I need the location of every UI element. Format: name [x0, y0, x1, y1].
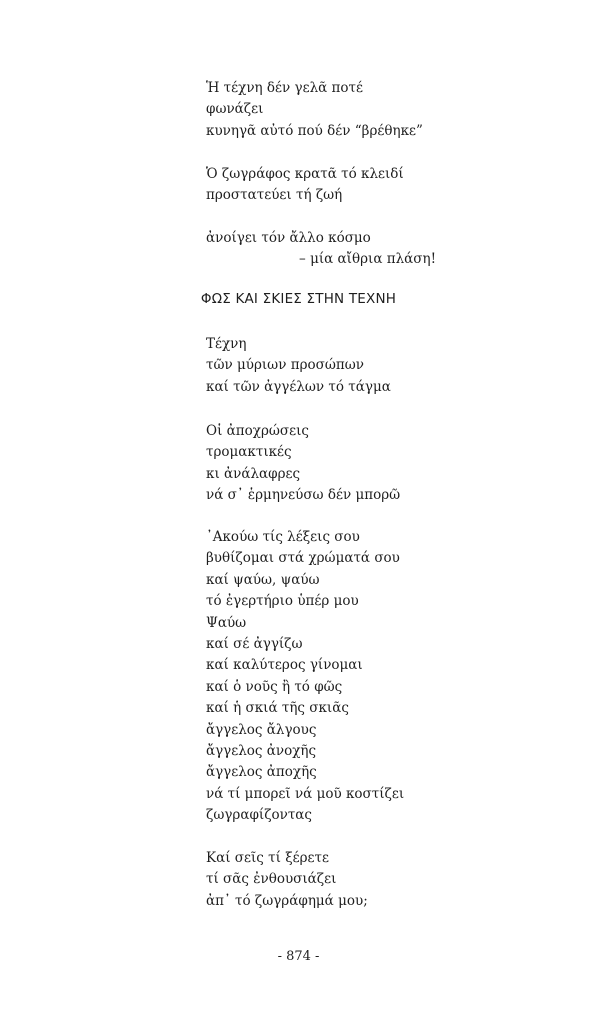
- poem-line: τί σᾶς ἐνθουσιάζει: [206, 871, 337, 888]
- poem-line: Καί σεῖς τί ξέρετε: [206, 850, 330, 866]
- poem-line: καί σέ ἀγγίζω: [206, 636, 303, 653]
- poem-line: νά σ᾽ ἑρμηνεύσω δέν μπορῶ: [206, 487, 401, 504]
- poem-line: κι ἀνάλαφρες: [206, 465, 301, 482]
- poem-line: ἀπ᾽ τό ζωγράφημά μου;: [206, 892, 368, 909]
- stanza-1: [206, 334, 391, 398]
- poem-line: τῶν μύριων προσώπων: [206, 357, 364, 374]
- poem-line-indented: – μία αἴθρια πλάση!: [299, 251, 436, 268]
- stanza-3: [206, 527, 404, 827]
- poem-line: Τέχνη: [206, 336, 247, 352]
- stanza-2: [206, 421, 400, 507]
- poem-line: καί ὁ νοῦς ἢ τό φῶς: [206, 678, 343, 695]
- page-number: - 874 -: [277, 949, 320, 964]
- poem-line: κυνηγᾶ αὐτό πού δέν “βρέθηκε”: [206, 122, 423, 139]
- poem-line: φωνάζει: [206, 101, 264, 118]
- poem-line: Ψαύω: [206, 614, 247, 631]
- poem-line: ζωγραφίζοντας: [206, 807, 312, 824]
- poem-line: ἄγγελος ἀνοχῆς: [206, 743, 317, 760]
- poem-title: ΦΩΣ ΚΑΙ ΣΚΙΕΣ ΣΤΗΝ ΤΕΧΝΗ: [200, 291, 397, 307]
- poem-line: τρομακτικές: [206, 444, 292, 461]
- poem-line: καί τῶν ἀγγέλων τό τάγμα: [206, 378, 391, 395]
- poem-line: Ὁ ζωγράφος κρατᾶ τό κλειδί: [206, 166, 404, 182]
- poem-line: καί καλύτερος γίνομαι: [206, 657, 363, 674]
- stanza-prev-3: [206, 228, 436, 271]
- stanza-prev-1: [206, 78, 423, 142]
- poem-line: Οἱ ἀποχρώσεις: [206, 423, 309, 439]
- poem-line: ἀνοίγει τόν ἄλλο κόσμο: [206, 230, 371, 246]
- poem-line: ἄγγελος ἄλγους: [206, 721, 317, 738]
- poem-line: καί ἡ σκιά τῆς σκιᾶς: [206, 700, 349, 717]
- poem-line: προστατεύει τή ζωή: [206, 187, 343, 204]
- stanza-prev-2: [206, 164, 404, 207]
- poem-line: νά τί μπορεῖ νά μοῦ κοστίζει: [206, 785, 405, 802]
- poem-line: ἄγγελος ἀποχῆς: [206, 764, 317, 781]
- poem-line: καί ψαύω, ψαύω: [206, 571, 320, 588]
- stanza-4: [206, 848, 368, 912]
- poem-line: τό ἐγερτήριο ὑπέρ μου: [206, 593, 359, 610]
- poem-line: βυθίζομαι στά χρώματά σου: [206, 550, 400, 567]
- poem-line: Ἡ τέχνη δέν γελᾶ ποτέ: [206, 80, 364, 96]
- poem-line: ᾽Ακούω τίς λέξεις σου: [206, 529, 360, 545]
